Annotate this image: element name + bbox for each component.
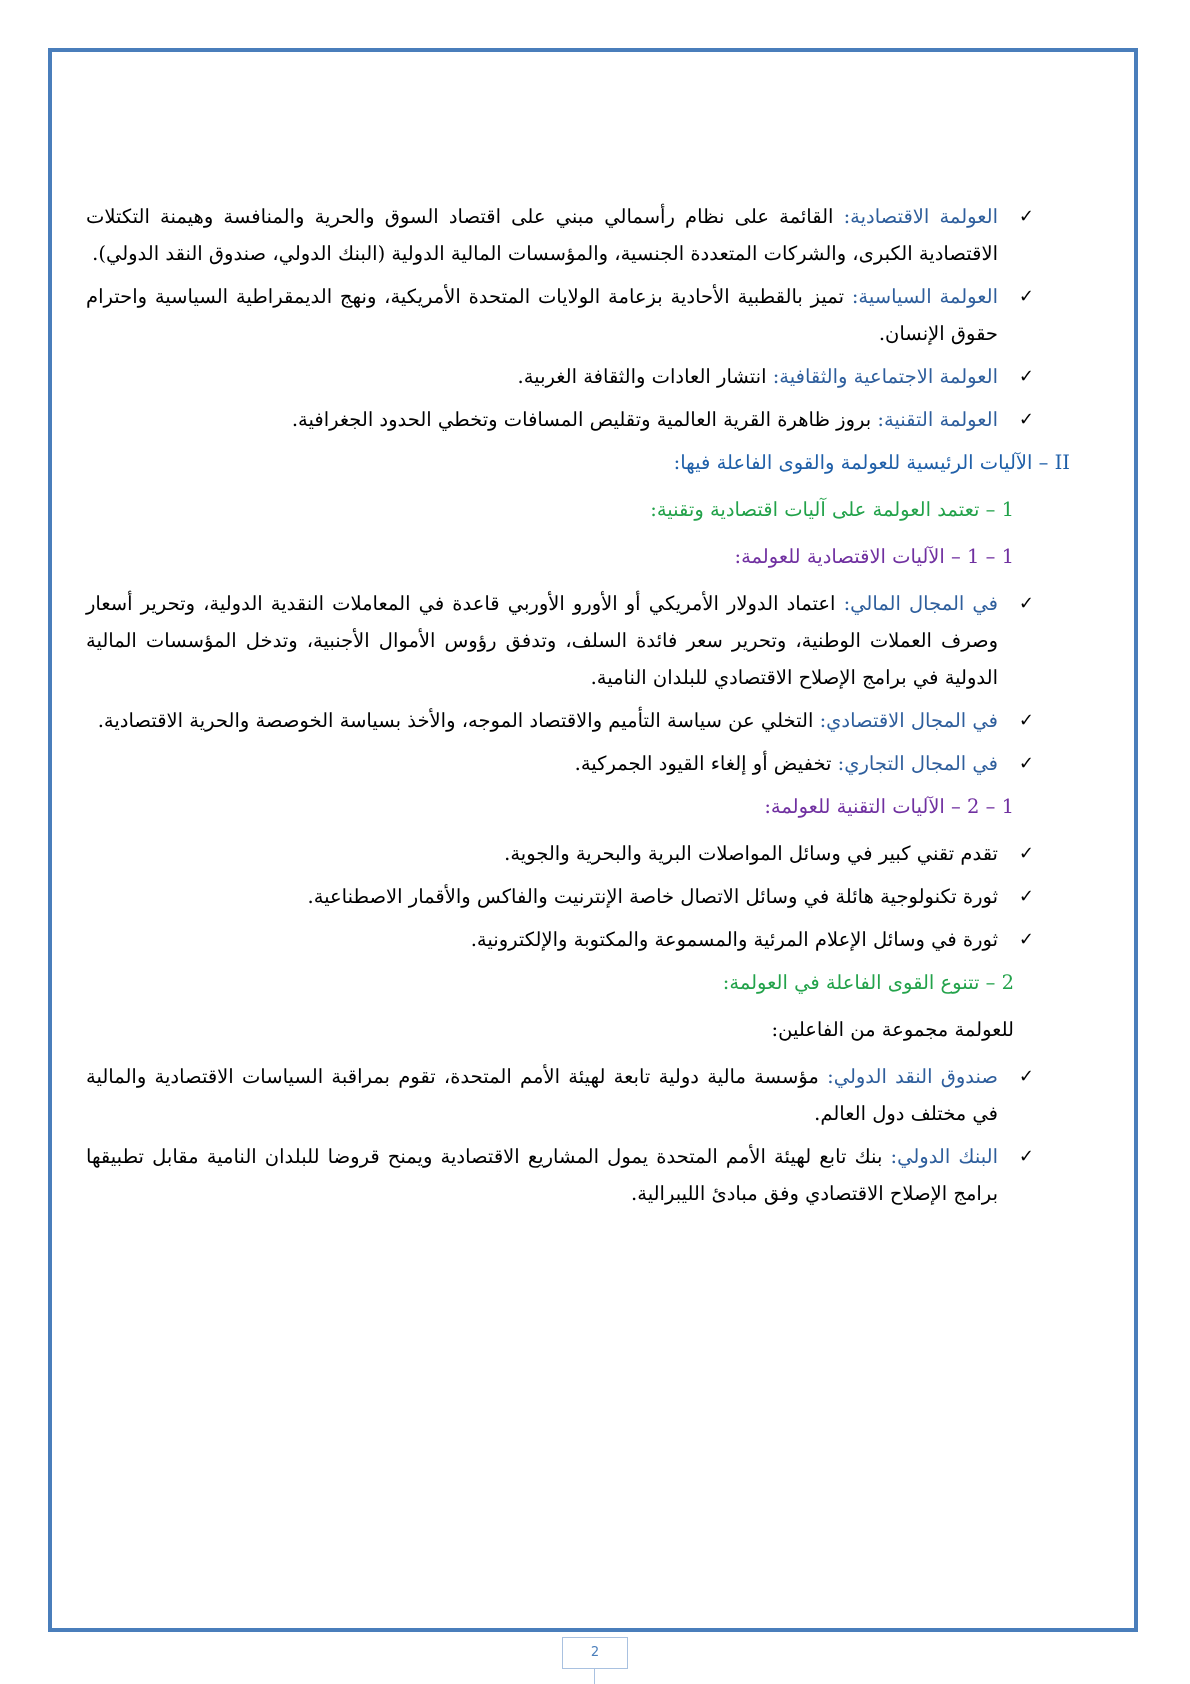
term: العولمة التقنية: [877, 408, 998, 431]
bullet-social-globalization [86, 358, 1034, 395]
check-icon: ✓ [1018, 929, 1034, 950]
bullet-text: بروز ظاهرة القرية العالمية وتقليص المسافات وتخطي الحدود الجغرافية. [291, 408, 878, 431]
bullet-text: ثورة في وسائل الإعلام المرئية والمسموعة والمكتوبة والإلكترونية. [470, 928, 998, 951]
bullet-text: تخفيض أو إلغاء القيود الجمركية. [574, 752, 838, 775]
bullet-transport [86, 835, 1034, 872]
check-icon: ✓ [1018, 1066, 1034, 1087]
term: في المجال المالي: [843, 592, 998, 615]
check-icon: ✓ [1018, 286, 1034, 307]
bullet-text: بنك تابع لهيئة الأمم المتحدة يمول المشاريع الاقتصادية ويمنح قروضا للبلدان النامية مقابل تطبيقها برامج الإصلاح الاقتصادي وفق مبادئ الليبرالية. [86, 1145, 998, 1205]
bullet-text: مؤسسة مالية دولية تابعة لهيئة الأمم المتحدة، تقوم بمراقبة السياسات الاقتصادية والمالية في مختلف دول العالم. [86, 1065, 998, 1125]
check-icon: ✓ [1018, 886, 1034, 907]
bullet-text: اعتماد الدولار الأمريكي أو الأورو الأوربي قاعدة في المعاملات النقدية الدولية، وتحرير أسعار وصرف العملات الوطنية، وتحرير سعر فائدة السلف، وتدفق رؤوس الأموال الأجنبية، وتدخل المؤسسات المالية الدولية في برامج الإصلاح الاقتصادي للبلدان النامية. [86, 592, 998, 689]
check-icon: ✓ [1018, 843, 1034, 864]
page-number: 2 [562, 1637, 628, 1669]
bullet-technical-globalization [86, 401, 1034, 438]
check-icon: ✓ [1018, 206, 1034, 227]
bullet-text: تميز بالقطبية الأحادية بزعامة الولايات المتحدة الأمريكية، ونهج الديمقراطية السياسية واحترام حقوق الإنسان. [86, 285, 998, 345]
bullet-trade-field [86, 745, 1034, 782]
term: البنك الدولي: [890, 1145, 998, 1168]
section-heading-1-1: 1 – 1 – الآليات الاقتصادية للعولمة: [734, 545, 1014, 568]
check-icon: ✓ [1018, 593, 1034, 614]
document-body [86, 198, 1070, 1218]
term: في المجال الاقتصادي: [819, 709, 998, 732]
bullet-political-globalization [86, 278, 1034, 352]
check-icon: ✓ [1018, 710, 1034, 731]
bullet-text: تقدم تقني كبير في وسائل المواصلات البرية والبحرية والجوية. [504, 842, 998, 865]
term: صندوق النقد الدولي: [827, 1065, 998, 1088]
page-number-connector [594, 1669, 595, 1684]
term: العولمة الاقتصادية: [843, 205, 998, 228]
section-heading-1: 1 – تعتمد العولمة على آليات اقتصادية وتقنية: [650, 498, 1014, 521]
term: في المجال التجاري: [837, 752, 998, 775]
bullet-communication [86, 878, 1034, 915]
section-heading-ii: II – الآليات الرئيسية للعولمة والقوى الفاعلة فيها: [673, 451, 1070, 474]
bullet-financial-field [86, 585, 1034, 696]
check-icon: ✓ [1018, 1146, 1034, 1167]
term: العولمة السياسية: [851, 285, 998, 308]
section-heading-2: 2 – تتنوع القوى الفاعلة في العولمة: [722, 971, 1014, 994]
bullet-text: القائمة على نظام رأسمالي مبني على اقتصاد السوق والحرية والمنافسة وهيمنة التكتلات الاقتصادية الكبرى، والشركات المتعددة الجنسية، والمؤسسات المالية الدولية (البنك الدولي، صندوق النقد الدولي). [86, 205, 998, 265]
bullet-media [86, 921, 1034, 958]
term: العولمة الاجتماعية والثقافية: [772, 365, 998, 388]
bullet-world-bank [86, 1138, 1034, 1212]
check-icon: ✓ [1018, 366, 1034, 387]
bullet-imf [86, 1058, 1034, 1132]
check-icon: ✓ [1018, 409, 1034, 430]
check-icon: ✓ [1018, 753, 1034, 774]
bullet-economic-field [86, 702, 1034, 739]
section-heading-1-2: 1 – 2 – الآليات التقنية للعولمة: [764, 795, 1014, 818]
intro-text: للعولمة مجموعة من الفاعلين: [771, 1018, 1014, 1041]
bullet-economic-globalization [86, 198, 1034, 272]
bullet-text: انتشار العادات والثقافة الغربية. [517, 365, 773, 388]
bullet-text: ثورة تكنولوجية هائلة في وسائل الاتصال خاصة الإنترنيت والفاكس والأقمار الاصطناعية. [307, 885, 998, 908]
bullet-text: التخلي عن سياسة التأميم والاقتصاد الموجه، والأخذ بسياسة الخوصصة والحرية الاقتصادية. [97, 709, 820, 732]
